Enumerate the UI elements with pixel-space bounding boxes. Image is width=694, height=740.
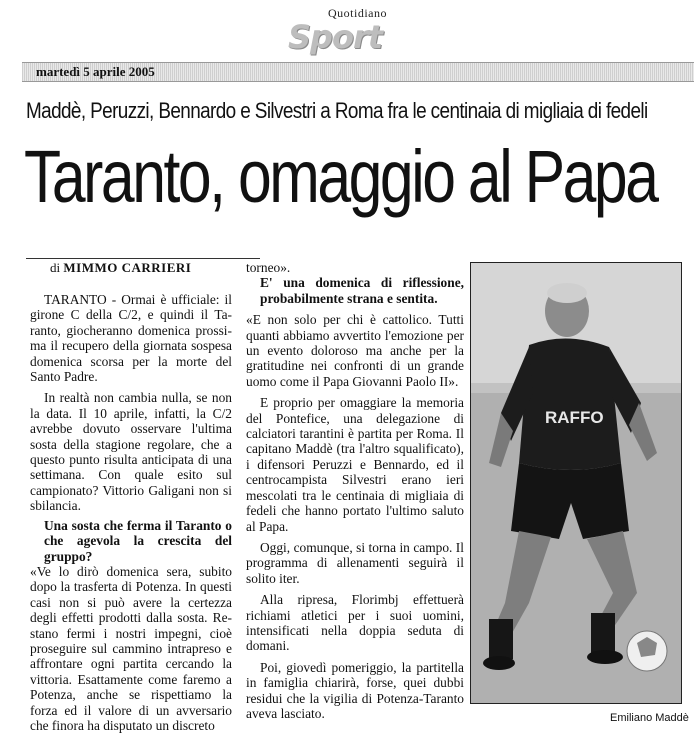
logo-sport: Sport bbox=[288, 18, 383, 56]
photo-caption: Emiliano Maddè bbox=[610, 712, 689, 724]
paragraph: torneo». bbox=[246, 260, 291, 275]
paragraph: Alla ripresa, Florimbj effettuerà richiami atletici per i suoi uomini, intensificati nella doppia seduta di domani. bbox=[246, 592, 464, 654]
paragraph: «E non solo per chi è cattolico. Tutti quanti abbiamo avvertito l'emozione per un evento doloroso ma anche per la gratitudine nei confronti di un grande uomo come il Papa Giovanni Paolo II». bbox=[246, 312, 464, 389]
masthead bbox=[0, 0, 694, 60]
paragraph: Oggi, comunque, si torna in campo. Il programma di allenamenti seguirà il solito iter. bbox=[246, 539, 464, 586]
byline bbox=[50, 260, 191, 276]
article-headline: Taranto, omaggio al Papa bbox=[24, 135, 657, 218]
paragraph: E proprio per omaggiare la memoria del Pontefice, una delegazione di calciatori tarantini è partita per Roma. Il capitano Maddè (tra l'altro squalificato), i difensori Peruzzi e Bennardo, ed il centrocampista Silvestri erano ieri mescolati tra le centinaia di migliaia di fedeli che hanno portato l'ultimo saluto al Papa. bbox=[246, 395, 464, 534]
paragraph: TARANTO - Ormai è ufficiale: il girone C della C/2, e quindi il Taranto, giocheranno domenica prossima il recupero della giornata sospesa domenica scorsa per la morte del Santo Padre. bbox=[30, 292, 232, 385]
interview-question: Una sosta che ferma il Taranto o che agevola la crescita del gruppo? bbox=[44, 517, 232, 564]
article-subtitle: Maddè, Peruzzi, Bennardo e Silvestri a Roma fra le centinaia di migliaia di fedeli bbox=[26, 98, 648, 123]
paragraph: «Ve lo dirò domenica sera, subito dopo la trasferta di Potenza. In questi casi non si può avere la certezza degli effetti prodotti dalla sosta. Restano fermi i nostri impegni, cioè proseguire sul cammino intrapreso e affrontare ogni partita cercando la vittoria. Esattamente come faremo a Potenza, anche se rispettiamo la forza ed il valore di un avversario che finora ha disputato un discreto bbox=[30, 563, 232, 733]
paragraph: In realtà non cambia nulla, se non la data. Il 10 aprile, infatti, la C/2 avrebbe dovuto osservare l'ultima sosta della stagione regolare, che a questo punto risulta anticipata di una settimana. Con quale esito sul campionato? Vittorio Galigani non si sbilancia. bbox=[30, 390, 232, 514]
player-illustration bbox=[471, 263, 681, 703]
article-column-2 bbox=[246, 260, 464, 721]
shirt-sponsor: RAFFO bbox=[545, 408, 604, 427]
sport-logo bbox=[284, 4, 404, 54]
interview-question: E' una domenica di riflessione, probabilmente strana e sentita. bbox=[260, 275, 464, 306]
publication-date: martedì 5 aprile 2005 bbox=[36, 64, 155, 79]
player-photo bbox=[470, 262, 682, 704]
byline-rule bbox=[26, 258, 260, 259]
logo-quotidiano: Quotidiano bbox=[328, 6, 387, 20]
byline-author: MIMMO CARRIERI bbox=[63, 260, 192, 275]
date-band bbox=[22, 62, 694, 82]
article-column-1 bbox=[30, 292, 232, 733]
paragraph: Poi, giovedì pomeriggio, la partitella in famiglia chiarirà, forse, quei dubbi residui che la vigilia di Potenza-Taranto aveva lasciato. bbox=[246, 659, 464, 721]
byline-prefix: di bbox=[50, 260, 61, 275]
